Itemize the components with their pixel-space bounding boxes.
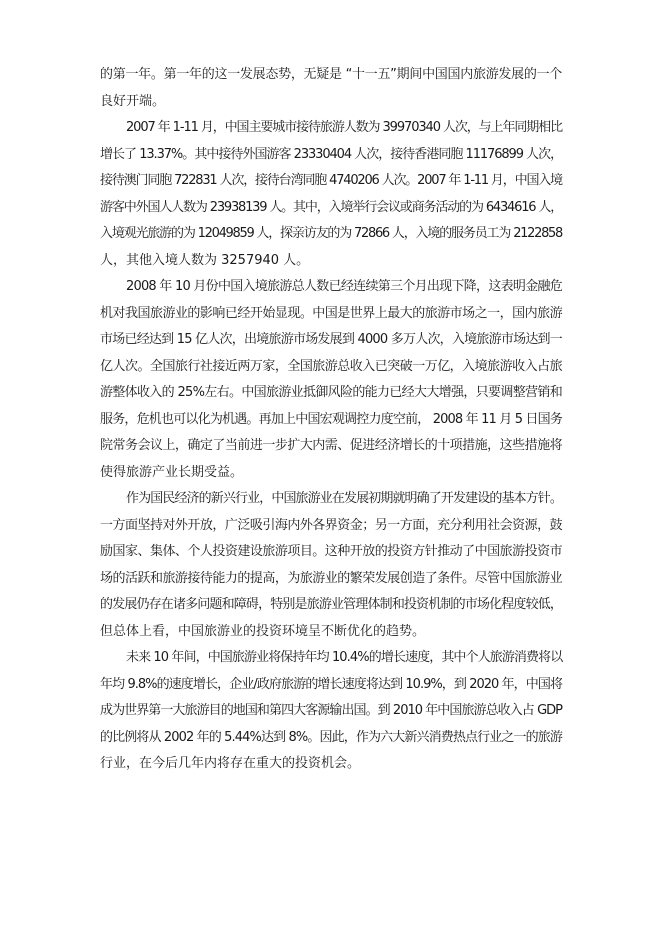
paragraph-line: 机对我国旅游业的影响已经开始显现。中国是世界上最大的旅游市场之一，国内旅游 [100, 305, 562, 321]
paragraph-line: 但总体上看，中国旅游业的投资环境呈不断优化的趋势。 [100, 623, 426, 639]
paragraph-line: 的比例将从 2002 年的 5.44%达到 8%。因此，作为六大新兴消费热点行业之一的旅游 [100, 729, 562, 745]
paragraph-line: 人，其他入境人数为 3257940 人。 [100, 252, 310, 268]
paragraph-line: 一方面坚持对外开放，广泛吸引海内外各界资金；另一方面，充分利用社会资源，鼓 [100, 517, 562, 533]
paragraph-5 [100, 645, 562, 778]
paragraph-line: 年均 9.8%的速度增长，企业/政府旅游的增长速度将达到 10.9%，到 2020 年，中国将 [100, 676, 562, 692]
paragraph-line: 亿人次。全国旅行社接近两万家，全国旅游总收入已突破一万亿，入境旅游收入占旅 [100, 358, 562, 374]
paragraph-line: 市场已经达到 15 亿人次，出境旅游市场发展到 4000 多万人次，入境旅游市场达到一 [100, 332, 562, 347]
paragraph-line: 2008 年 10 月份中国入境旅游总人数已经连续第三个月出现下降，这表明金融危 [126, 279, 562, 294]
paragraph-line: 场的活跃和旅游接待能力的提高，为旅游业的繁荣发展创造了条件。尽管中国旅游业 [100, 570, 562, 586]
paragraph-line: 游整体收入的 25%左右。中国旅游业抵御风险的能力已经大大增强，只要调整营销和 [100, 385, 562, 400]
paragraph-line: 入境观光旅游的为 12049859 人，探亲访友的为 72866 人，入境的服务员工为 2122858 [100, 226, 562, 241]
paragraph-line: 成为世界第一大旅游目的地国和第四大客源输出国。到 2010 年中国旅游总收入占 GDP [100, 703, 562, 718]
paragraph-1 [100, 62, 562, 115]
body-text [100, 62, 562, 778]
paragraph-line: 励国家、集体、个人投资建设旅游项目。这种开放的投资方针推动了中国旅游投资市 [100, 544, 562, 559]
paragraph-line: 增长了 13.37%。其中接待外国游客 23330404 人次，接待香港同胞 11176899 人次， [100, 146, 562, 162]
paragraph-line: 游客中外国人人数为 23938139 人。其中，入境举行会议或商务活动的为 6434616 人， [100, 199, 562, 215]
paragraph-line: 的发展仍存在诸多问题和障碍，特别是旅游业管理体制和投资机制的市场化程度较低， [100, 597, 562, 612]
paragraph-2 [100, 115, 562, 274]
paragraph-line: 使得旅游产业长期受益。 [100, 464, 244, 480]
paragraph-line: 院常务会议上，确定了当前进一步扩大内需、促进经济增长的十项措施，这些措施将 [100, 438, 562, 453]
paragraph-line: 2007 年 1-11 月，中国主要城市接待旅游人数为 39970340 人次，与上年同期相比 [126, 120, 562, 135]
paragraph-line: 作为国民经济的新兴行业，中国旅游业在发展初期就明确了开发建设的基本方针。 [126, 491, 562, 506]
paragraph-line: 良好开端。 [100, 93, 166, 109]
paragraph-3 [100, 274, 562, 486]
paragraph-line: 未来 10 年间，中国旅游业将保持年均 10.4%的增长速度，其中个人旅游消费将以 [126, 650, 563, 665]
paragraph-line: 行业，在今后几年内将存在重大的投资机会。 [100, 756, 361, 771]
paragraph-line: 服务，危机也可以化为机遇。再加上中国宏观调控力度空前， 2008 年 11 月 5 日国务 [100, 411, 562, 427]
paragraph-line: 接待澳门同胞 722831 人次，接待台湾同胞 4740206 人次。2007 年 1-11 月，中国入境 [100, 173, 562, 188]
paragraph-4 [100, 486, 562, 645]
paragraph-line: 的第一年。第一年的这一发展态势，无疑是 “十一五”期间中国国内旅游发展的一个 [100, 67, 562, 82]
